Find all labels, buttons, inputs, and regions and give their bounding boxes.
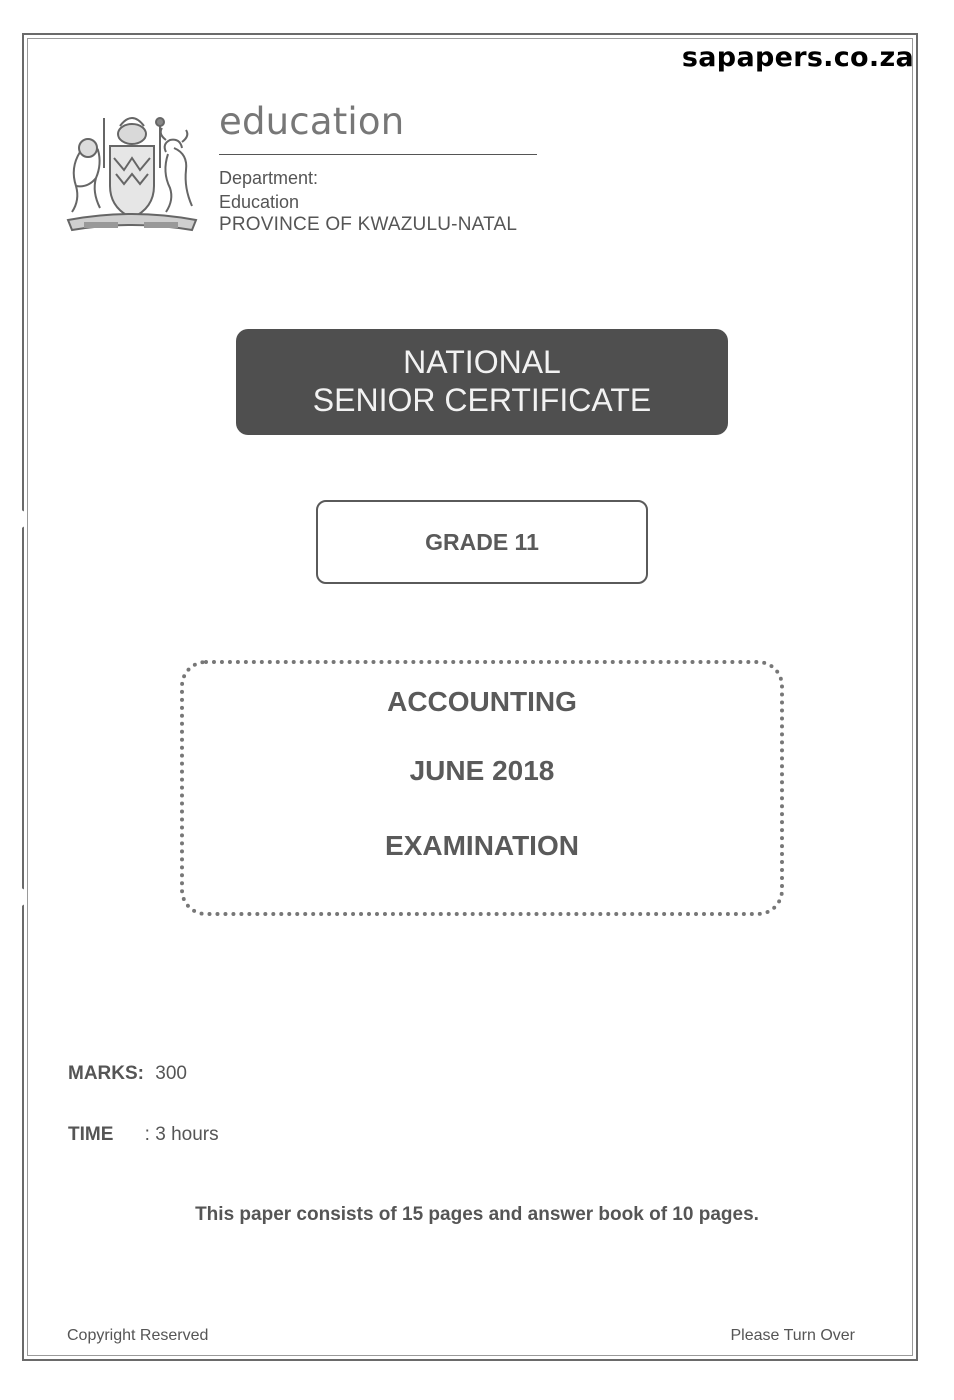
time-line: [68, 1124, 219, 1146]
grade-box: GRADE 11: [316, 500, 648, 584]
marks-value: 300: [155, 1063, 187, 1084]
exam-session: JUNE 2018: [409, 755, 555, 786]
nsc-line-1: NATIONAL: [403, 344, 561, 380]
watermark: sapapers.co.za: [681, 42, 914, 73]
education-wordmark: education: [219, 100, 405, 143]
nsc-line-2: SENIOR CERTIFICATE: [312, 382, 652, 418]
exam-type: EXAMINATION: [385, 830, 579, 861]
time-value: : 3 hours: [144, 1124, 219, 1145]
page-count-note: This paper consists of 15 pages and answer book of 10 pages.: [195, 1204, 759, 1225]
subject-name: ACCOUNTING: [387, 686, 577, 717]
copyright-footer: Copyright Reserved: [67, 1327, 209, 1344]
please-turn-over-footer: Please Turn Over: [730, 1327, 855, 1344]
header-divider: [219, 154, 537, 155]
marks-label: MARKS:: [68, 1063, 144, 1084]
nsc-banner: [236, 329, 728, 435]
department-block: [219, 166, 318, 214]
kzn-coat-of-arms-icon: [62, 108, 202, 238]
marks-line: [68, 1063, 187, 1085]
subject-box: [180, 660, 784, 916]
punch-hole-mark: [14, 510, 26, 528]
department-label: Department:: [219, 168, 319, 188]
province-name: PROVINCE OF KWAZULU-NATAL: [219, 214, 518, 235]
punch-hole-mark: [14, 888, 26, 906]
department-name: Education: [219, 192, 300, 212]
time-label: TIME: [68, 1124, 114, 1145]
